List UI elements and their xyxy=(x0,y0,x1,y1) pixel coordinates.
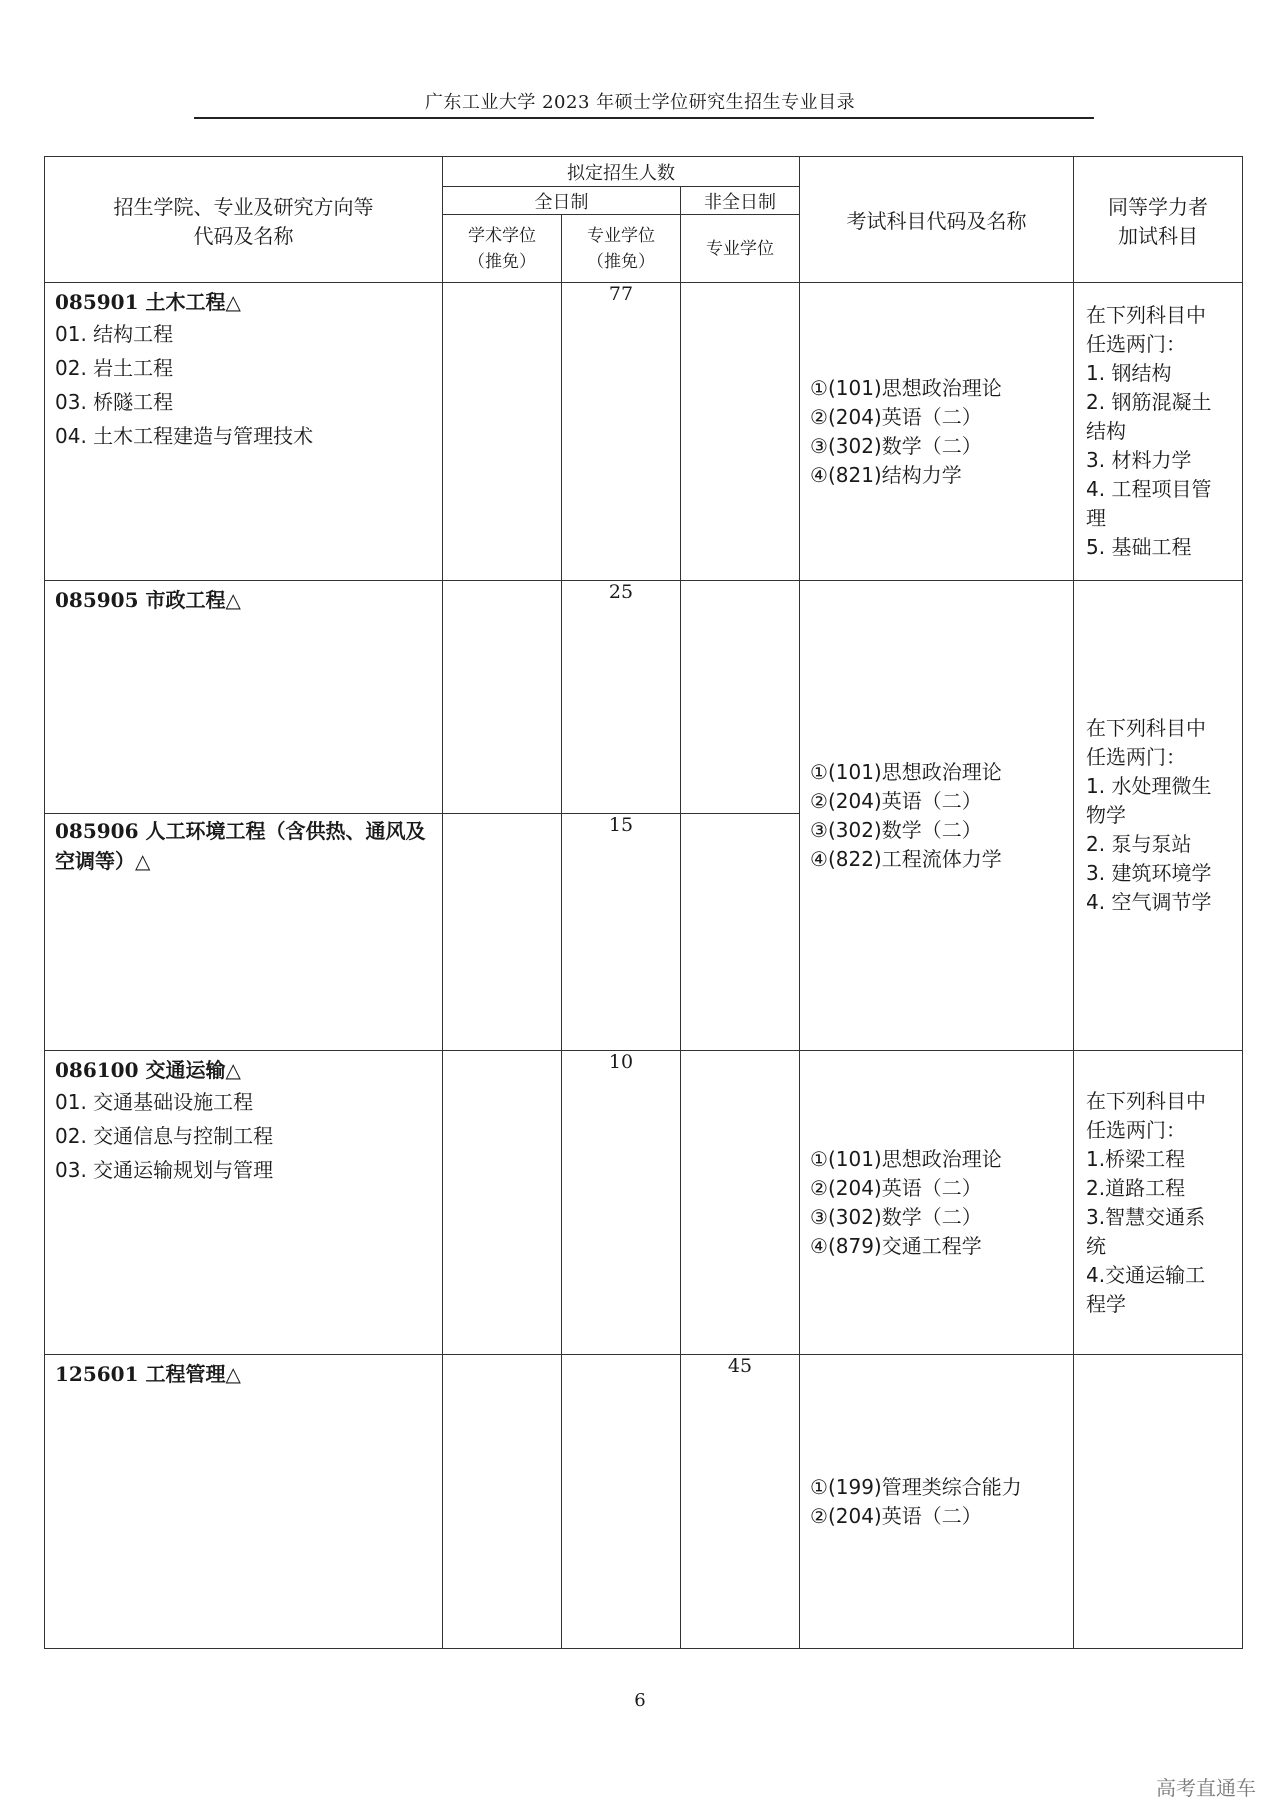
parttime-count xyxy=(681,1051,800,1355)
parttime-count xyxy=(681,814,800,1051)
extra-subjects: 在下列科目中 任选两门： 1.桥梁工程 2.道路工程 3.智慧交通系 统 4.交通运输工 程学 xyxy=(1074,1051,1243,1355)
table-row xyxy=(45,1051,1243,1355)
header-major: 招生学院、专业及研究方向等 代码及名称 xyxy=(45,157,443,283)
header-exam: 考试科目代码及名称 xyxy=(800,157,1074,283)
extra-subjects: 在下列科目中 任选两门： 1. 钢结构 2. 钢筋混凝土 结构 3. 材料力学 4. 工程项目管 理 5. 基础工程 xyxy=(1074,283,1243,581)
header-academic: 学术学位 （推免） xyxy=(443,215,562,283)
extra-subjects: 在下列科目中 任选两门： 1. 水处理微生 物学 2. 泵与泵站 3. 建筑环境学 4. 空气调节学 xyxy=(1074,581,1243,1051)
watermark: 高考直通车 xyxy=(1156,1776,1256,1800)
academic-count xyxy=(443,814,562,1051)
header-plan: 拟定招生人数 xyxy=(443,157,800,187)
table-row xyxy=(45,283,1243,581)
table-row xyxy=(45,581,1243,814)
major-title: 125601 工程管理△ xyxy=(55,1362,241,1386)
professional-count: 25 xyxy=(562,581,681,814)
direction-item: 02. 交通信息与控制工程 xyxy=(55,1124,274,1148)
major-title: 086100 交通运输△ xyxy=(55,1058,241,1082)
page-number: 6 xyxy=(634,1690,646,1711)
academic-count xyxy=(443,581,562,814)
professional-count: 15 xyxy=(562,814,681,1051)
extra-subjects xyxy=(1074,1355,1243,1649)
parttime-count: 45 xyxy=(681,1355,800,1649)
header-extra: 同等学力者 加试科目 xyxy=(1074,157,1243,283)
exam-subjects: ①(101)思想政治理论 ②(204)英语（二） ③(302)数学（二） ④(822)工程流体力学 xyxy=(800,581,1074,1051)
exam-subjects: ①(199)管理类综合能力 ②(204)英语（二） xyxy=(800,1355,1074,1649)
header-parttime-professional: 专业学位 xyxy=(681,215,800,283)
header-rule xyxy=(194,117,1094,119)
major-cell xyxy=(45,1051,443,1355)
professional-count: 77 xyxy=(562,283,681,581)
catalog-table xyxy=(44,156,1243,1649)
direction-item: 04. 土木工程建造与管理技术 xyxy=(55,424,314,448)
major-cell xyxy=(45,814,443,1051)
direction-item: 03. 桥隧工程 xyxy=(55,390,174,414)
direction-item: 03. 交通运输规划与管理 xyxy=(55,1158,274,1182)
major-title: 085901 土木工程△ xyxy=(55,290,241,314)
academic-count xyxy=(443,1051,562,1355)
major-cell xyxy=(45,283,443,581)
parttime-count xyxy=(681,581,800,814)
exam-subjects: ①(101)思想政治理论 ②(204)英语（二） ③(302)数学（二） ④(879)交通工程学 xyxy=(800,1051,1074,1355)
exam-subjects: ①(101)思想政治理论 ②(204)英语（二） ③(302)数学（二） ④(821)结构力学 xyxy=(800,283,1074,581)
direction-item: 02. 岩土工程 xyxy=(55,356,174,380)
professional-count: 10 xyxy=(562,1051,681,1355)
professional-count xyxy=(562,1355,681,1649)
major-title: 085906 人工环境工程（含供热、通风及空调等）△ xyxy=(55,819,426,873)
parttime-count xyxy=(681,283,800,581)
page-header: 广东工业大学 2023 年硕士学位研究生招生专业目录 xyxy=(424,92,856,113)
direction-item: 01. 交通基础设施工程 xyxy=(55,1090,254,1114)
header-fulltime: 全日制 xyxy=(443,187,681,215)
header-professional: 专业学位 （推免） xyxy=(562,215,681,283)
academic-count xyxy=(443,283,562,581)
major-cell xyxy=(45,1355,443,1649)
header-parttime: 非全日制 xyxy=(681,187,800,215)
table-row xyxy=(45,1355,1243,1649)
major-cell xyxy=(45,581,443,814)
direction-item: 01. 结构工程 xyxy=(55,322,174,346)
academic-count xyxy=(443,1355,562,1649)
major-title: 085905 市政工程△ xyxy=(55,588,241,612)
